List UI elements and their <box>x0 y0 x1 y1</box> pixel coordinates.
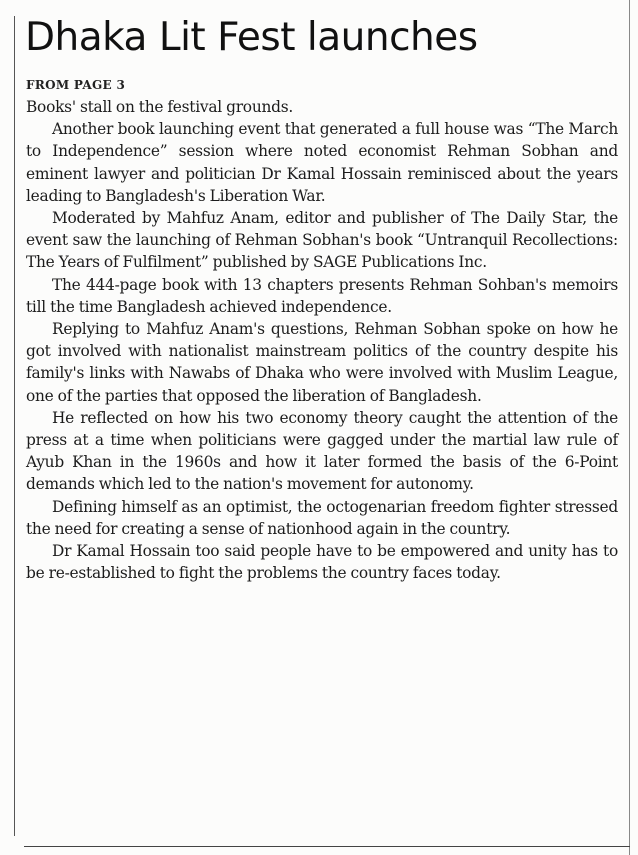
paragraph: Books' stall on the festival grounds. <box>26 98 294 116</box>
paragraph: Defining himself as an optimist, the octogenarian freedom fighter stressed the need for creating a sense of nationhood again in the country. <box>26 497 618 538</box>
paragraph: Moderated by Mahfuz Anam, editor and publisher of The Daily Star, the event saw the launching of Rehman Sobhan's book “Untranquil Recollections: The Years of Fulfilment” published by SAGE Publications Inc. <box>26 209 618 272</box>
paragraph: Dr Kamal Hossain too said people have to be empowered and unity has to be re-established to fight the problems the country faces today. <box>26 542 618 583</box>
bottom-rule <box>24 846 630 847</box>
headline: Dhaka Lit Fest launches <box>25 15 478 60</box>
paragraph: Replying to Mahfuz Anam's questions, Rehman Sobhan spoke on how he got involved with nationalist mainstream politics of the country despite his family's links with Nawabs of Dhaka who were involved with Muslim League, one of the parties that opposed the liberation of Bangladesh. <box>26 320 618 405</box>
column-rule-left <box>14 16 15 836</box>
column-rule-right <box>629 0 630 855</box>
jump-line: FROM PAGE 3 <box>26 78 126 92</box>
paragraph: The 444-page book with 13 chapters presents Rehman Sohban's memoirs till the time Bangladesh achieved independence. <box>26 275 618 316</box>
article-body <box>26 96 618 584</box>
paragraph: Another book launching event that generated a full house was “The March to Independence” session where noted economist Rehman Sobhan and eminent lawyer and politician Dr Kamal Hossain reminisced about the years leading to Bangladesh's Liberation War. <box>26 120 618 205</box>
paragraph: He reflected on how his two economy theory caught the attention of the press at a time when politicians were gagged under the martial law rule of Ayub Khan in the 1960s and how it later formed the basis of the 6-Point demands which led to the nation's movement for autonomy. <box>26 408 618 494</box>
